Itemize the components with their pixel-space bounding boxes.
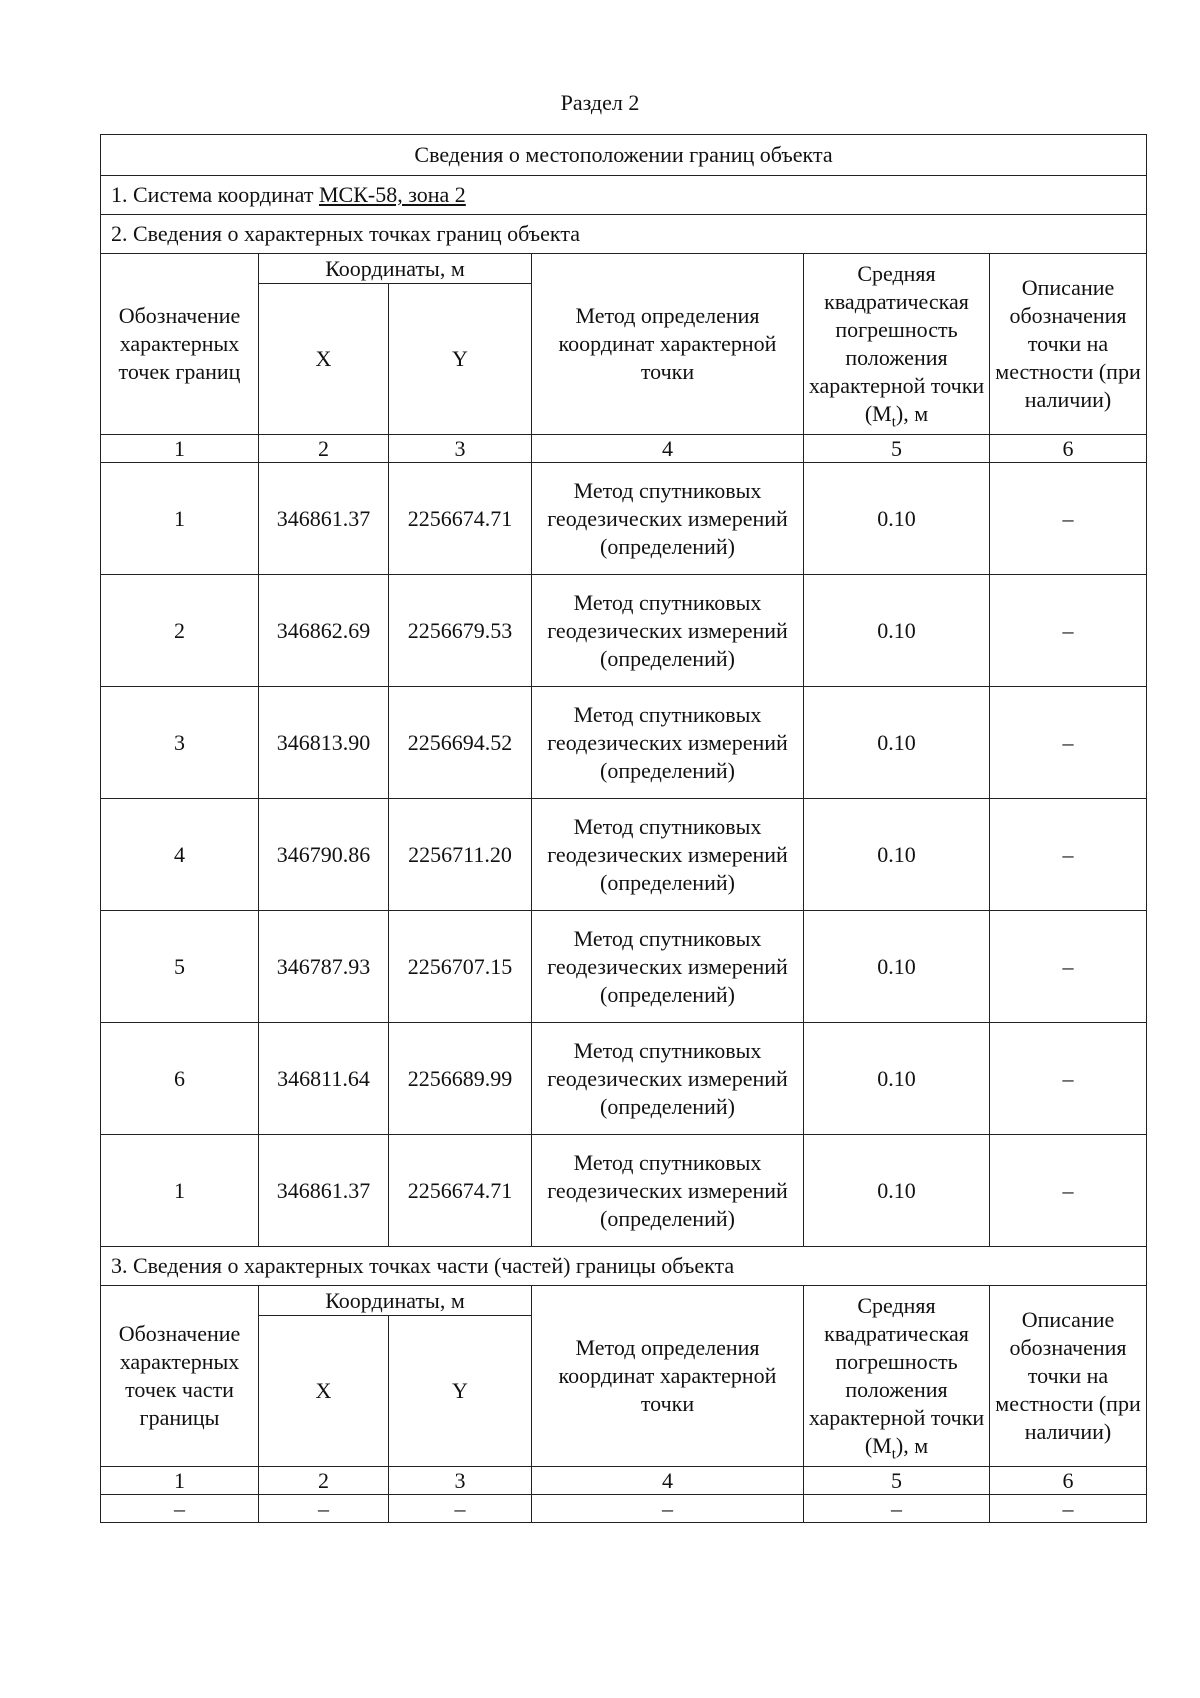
cell-point: 1 — [101, 463, 259, 575]
cell-x: – — [259, 1495, 389, 1523]
header-method-s2: Метод определения координат характерной точки — [532, 254, 804, 435]
page-heading: Раздел 2 — [560, 90, 640, 115]
header-coords-group-s2: Координаты, м — [259, 254, 532, 284]
header-x-s2: X — [259, 284, 389, 435]
section3-header-row-1 — [101, 1286, 1147, 1316]
cell-x: 346861.37 — [259, 463, 389, 575]
header-error-s3 — [804, 1286, 990, 1467]
section3-title: 3. Сведения о характерных точках части (частей) границы объекта — [101, 1247, 1147, 1286]
cell-method: Метод спутниковых геодезических измерений (определений) — [532, 1135, 804, 1247]
column-number-cell: 1 — [101, 435, 259, 463]
cell-x: 346813.90 — [259, 687, 389, 799]
header-error-suffix: ), м — [895, 401, 929, 426]
table-row — [101, 463, 1147, 575]
cell-x: 346790.86 — [259, 799, 389, 911]
cell-error: 0.10 — [804, 911, 990, 1023]
cell-y: 2256711.20 — [389, 799, 532, 911]
cell-desc: – — [990, 1495, 1147, 1523]
cell-desc: – — [990, 911, 1147, 1023]
header-error-sub: t — [891, 1446, 896, 1463]
header-point-s2: Обозначение характерных точек границ — [101, 254, 259, 435]
coord-system-label: 1. Система координат — [111, 182, 319, 207]
cell-method: Метод спутниковых геодезических измерений (определений) — [532, 911, 804, 1023]
cell-desc: – — [990, 1023, 1147, 1135]
header-desc-s2: Описание обозначения точки на местности (при наличии) — [990, 254, 1147, 435]
header-point-s3: Обозначение характерных точек части границы — [101, 1286, 259, 1467]
boundary-table — [100, 134, 1147, 1523]
coord-system-row — [101, 176, 1147, 215]
header-method-s3: Метод определения координат характерной точки — [532, 1286, 804, 1467]
header-desc-s3: Описание обозначения точки на местности (при наличии) — [990, 1286, 1147, 1467]
cell-y: 2256674.71 — [389, 1135, 532, 1247]
cell-y: 2256674.71 — [389, 463, 532, 575]
column-number-cell: 3 — [389, 435, 532, 463]
column-number-cell: 4 — [532, 1467, 804, 1495]
cell-desc: – — [990, 575, 1147, 687]
column-number-cell: 5 — [804, 435, 990, 463]
cell-point: 5 — [101, 911, 259, 1023]
cell-point: 6 — [101, 1023, 259, 1135]
table-title-row — [101, 135, 1147, 176]
cell-point: 3 — [101, 687, 259, 799]
section2-col-numbers-row — [101, 435, 1147, 463]
section2-title: 2. Сведения о характерных точках границ объекта — [101, 215, 1147, 254]
table-row — [101, 911, 1147, 1023]
cell-y: 2256689.99 — [389, 1023, 532, 1135]
header-error-sub: t — [891, 414, 896, 431]
cell-y: 2256679.53 — [389, 575, 532, 687]
column-number-cell: 6 — [990, 435, 1147, 463]
table-row — [101, 687, 1147, 799]
table-row — [101, 1495, 1147, 1523]
coord-system-value: МСК-58, зона 2 — [318, 182, 466, 207]
cell-point: 2 — [101, 575, 259, 687]
cell-desc: – — [990, 1135, 1147, 1247]
header-error-s2 — [804, 254, 990, 435]
header-x-s3: X — [259, 1316, 389, 1467]
cell-method: Метод спутниковых геодезических измерений (определений) — [532, 1023, 804, 1135]
section3-title-row — [101, 1247, 1147, 1286]
cell-error: 0.10 — [804, 1135, 990, 1247]
header-error-text: Средняя квадратическая погрешность положения характерной точки (M — [808, 1293, 985, 1458]
header-error-text: Средняя квадратическая погрешность положения характерной точки (M — [808, 261, 985, 426]
cell-point: 4 — [101, 799, 259, 911]
table-row — [101, 1023, 1147, 1135]
section2-title-row — [101, 215, 1147, 254]
column-number-cell: 5 — [804, 1467, 990, 1495]
cell-method: Метод спутниковых геодезических измерений (определений) — [532, 687, 804, 799]
cell-method: Метод спутниковых геодезических измерений (определений) — [532, 799, 804, 911]
cell-method: Метод спутниковых геодезических измерений (определений) — [532, 463, 804, 575]
cell-desc: – — [990, 799, 1147, 911]
cell-x: 346862.69 — [259, 575, 389, 687]
header-y-s3: Y — [389, 1316, 532, 1467]
table-row — [101, 799, 1147, 911]
column-number-cell: 3 — [389, 1467, 532, 1495]
cell-error: 0.10 — [804, 799, 990, 911]
table-row — [101, 575, 1147, 687]
cell-error: 0.10 — [804, 1023, 990, 1135]
cell-x: 346861.37 — [259, 1135, 389, 1247]
column-number-cell: 2 — [259, 1467, 389, 1495]
cell-error: 0.10 — [804, 687, 990, 799]
cell-point: – — [101, 1495, 259, 1523]
section3-col-numbers-row — [101, 1467, 1147, 1495]
cell-desc: – — [990, 687, 1147, 799]
column-number-cell: 2 — [259, 435, 389, 463]
cell-error: 0.10 — [804, 463, 990, 575]
header-coords-group-s3: Координаты, м — [259, 1286, 532, 1316]
header-error-suffix: ), м — [895, 1433, 929, 1458]
cell-y: 2256694.52 — [389, 687, 532, 799]
table-row — [101, 1135, 1147, 1247]
cell-x: 346811.64 — [259, 1023, 389, 1135]
cell-desc: – — [990, 463, 1147, 575]
cell-error: – — [804, 1495, 990, 1523]
column-number-cell: 6 — [990, 1467, 1147, 1495]
table-title: Сведения о местоположении границ объекта — [101, 135, 1147, 176]
cell-point: 1 — [101, 1135, 259, 1247]
cell-x: 346787.93 — [259, 911, 389, 1023]
cell-y: 2256707.15 — [389, 911, 532, 1023]
section2-header-row-1 — [101, 254, 1147, 284]
cell-method: – — [532, 1495, 804, 1523]
header-y-s2: Y — [389, 284, 532, 435]
cell-y: – — [389, 1495, 532, 1523]
column-number-cell: 4 — [532, 435, 804, 463]
column-number-cell: 1 — [101, 1467, 259, 1495]
coord-system-cell — [101, 176, 1147, 215]
cell-error: 0.10 — [804, 575, 990, 687]
cell-method: Метод спутниковых геодезических измерений (определений) — [532, 575, 804, 687]
